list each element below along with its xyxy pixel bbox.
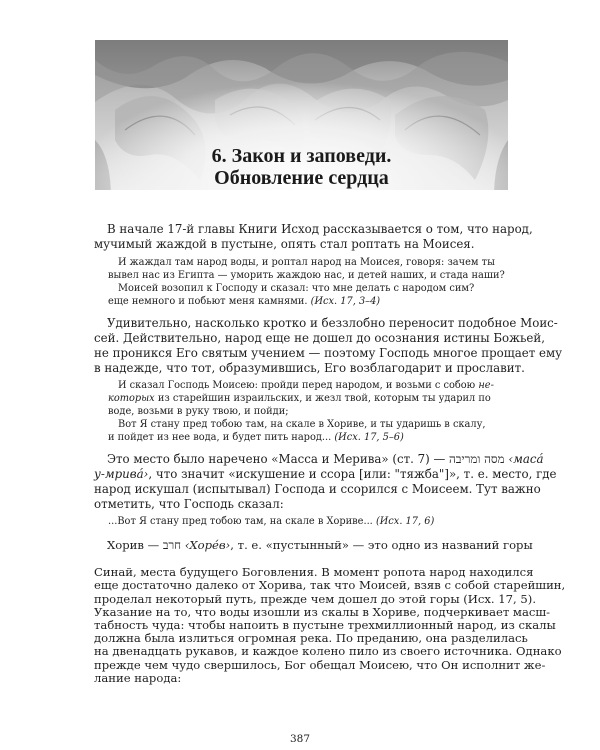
paragraph4-line1-text: Хорив — xyxy=(107,538,160,552)
quote1-line4 xyxy=(108,296,380,307)
paragraph4-hebrew: חרב xyxy=(162,538,182,552)
quote1-line4-text: еще немного и побьют меня камнями. xyxy=(108,296,308,307)
quote2-line1-hyphen: не- xyxy=(478,380,494,391)
paragraph4-line6: табность чуда: чтобы напоить в пустыне трехмиллионный народ, из скалы xyxy=(94,618,556,632)
quote3-line1 xyxy=(108,516,434,527)
paragraph2-line3: не проникся Его святым учением — поэтому Господь многое прощает ему xyxy=(94,346,563,360)
paragraph4-line2: Синай, места будущего Боговления. В момент ропота народ находился xyxy=(94,565,534,580)
paragraph1-line1: В начале 17-й главы Книги Исход рассказывается о том, что народ, xyxy=(107,222,533,236)
page-number: 387 xyxy=(289,733,311,745)
quote2-line2-text: из старейшин израильских, и жезл твой, которым ты ударил по xyxy=(157,393,491,404)
paragraph2-line2: сей. Действительно, народ еще не дошел до осознания истины Божьей, xyxy=(94,331,545,345)
paragraph4-line9: прежде чем чудо свершилось, Бог обещал Моисею, что Он исполнит же- xyxy=(94,657,546,672)
paragraph3-translit-2: у-мривá› xyxy=(94,467,149,481)
paragraph2-line4: в надежде, что тот, образумившись, Его возблагодарит и прославит. xyxy=(94,361,525,375)
quote2-line2-italic: которых xyxy=(108,393,155,404)
paragraph4-line5: Указание на то, что воды изошли из скалы в Хориве, подчеркивает масш- xyxy=(94,604,551,619)
paragraph3-hebrew: מסה ומריבה xyxy=(449,452,505,466)
quote1-line1: И жаждал там народ воды, и роптал народ на Моисея, говоря: зачем ты xyxy=(118,257,495,268)
paragraph3-line4: отметить, что Господь сказал: xyxy=(94,497,284,511)
paragraph3-translit-1: ‹масá xyxy=(508,452,544,466)
chapter-title xyxy=(95,145,508,189)
paragraph3-line2 xyxy=(94,467,557,481)
quote2-line2 xyxy=(108,393,491,404)
quote2-line3: воде, возьми в руку твою, и пойди; xyxy=(108,406,289,417)
paragraph4-line7: должна была излиться огромная река. По преданию, она разделилась xyxy=(94,631,528,646)
quote2-reference: (Исх. 17, 5–6) xyxy=(334,432,404,443)
paragraph2-line1: Удивительно, насколько кротко и беззлобно переносит подобное Моис- xyxy=(107,316,558,330)
quote2-line4: Вот Я стану пред тобою там, на скале в Хориве, и ты ударишь в скалу, xyxy=(118,419,486,430)
quote2-line5-text: и пойдет из нее вода, и будет пить народ... xyxy=(108,432,332,443)
paragraph3-line1 xyxy=(107,452,544,467)
paragraph4-line8: на двенадцать рукавов, и каждое колено пило из своего источника. Однако xyxy=(94,644,562,659)
quote2-line1-text: И сказал Господь Моисею: пройди перед народом, и возьми с собою xyxy=(118,380,476,391)
quote2-line1 xyxy=(118,380,494,391)
paragraph4-line3: еще достаточно далеко от Хорива, так что Моисей, взяв с собой старейшин, xyxy=(94,578,566,593)
quote1-line3: Моисей возопил к Господу и сказал: что мне делать с народом сим? xyxy=(118,283,475,294)
quote1-line2: вывел нас из Египта — уморить жаждою нас, и детей наших, и стада наши? xyxy=(108,270,505,281)
quote3-text: ...Вот Я стану пред тобою там, на скале в Хориве... xyxy=(108,516,373,527)
paragraph3-line3: народ искушал (испытывал) Господа и ссорился с Моисеем. Тут важно xyxy=(94,482,541,496)
chapter-title-line2: Обновление сердца xyxy=(214,167,389,189)
paragraph4-line4: проделал некоторый путь, прежде чем дошел до этой горы (Исх. 17, 5). xyxy=(94,591,537,606)
paragraph4-translit: ‹Хорéв› xyxy=(184,538,231,552)
paragraph4-line10: лание народа: xyxy=(94,670,182,685)
quote3-reference: (Исх. 17, 6) xyxy=(375,516,435,527)
paragraph3-line2-text: , что значит «искушение и ссора [или: "тяжба"]», т. е. место, где xyxy=(148,467,557,481)
quote2-line5 xyxy=(108,432,404,443)
paragraph1-line2: мучимый жаждой в пустыне, опять стал роптать на Моисея. xyxy=(94,237,475,251)
paragraph4-line1-rest: , т. е. «пустынный» — это одно из названий горы xyxy=(230,538,533,552)
chapter-title-line1: 6. Закон и заповеди. xyxy=(211,145,392,167)
paragraph3-line1-text: Это место было наречено «Масса и Мерива» (ст. 7) — xyxy=(107,452,446,466)
quote1-reference: (Исх. 17, 3–4) xyxy=(310,296,381,307)
paragraph4-line1 xyxy=(107,538,533,552)
